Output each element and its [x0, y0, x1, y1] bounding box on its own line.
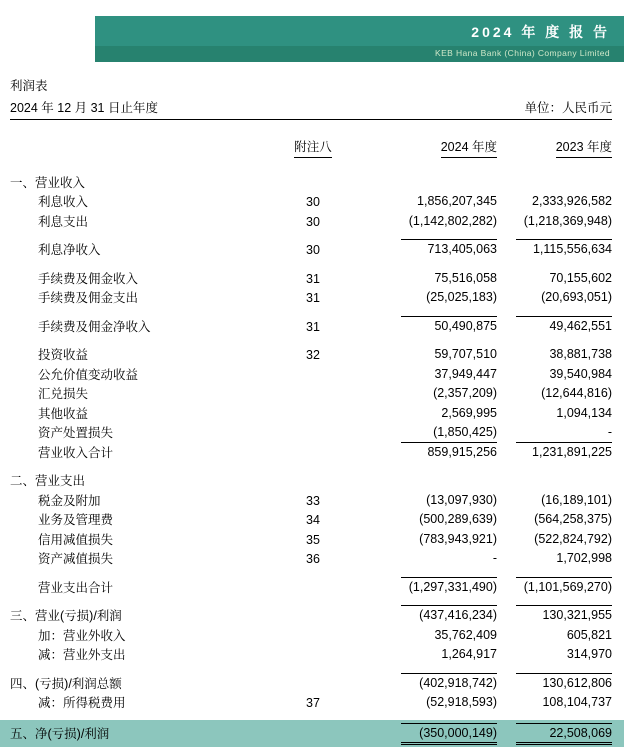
table-row	[10, 422, 612, 442]
row-value-2024: 713,405,063	[347, 239, 497, 258]
row-value-2024: 1,264,917	[441, 647, 497, 661]
row-note: 30	[306, 214, 320, 229]
row-value-2023: -	[607, 425, 612, 439]
table-row	[10, 672, 612, 692]
row-label: 营业支出合计	[38, 580, 114, 595]
row-label: 利息净收入	[38, 243, 101, 257]
table-row	[10, 191, 612, 211]
row-value-2024: (1,297,331,490)	[347, 577, 497, 596]
period-row	[10, 98, 612, 120]
row-label: 减：营业外支出	[38, 648, 126, 662]
row-label: 其他收益	[38, 406, 89, 421]
row-label: 手续费及佣金净收入	[38, 319, 151, 334]
row-label: 公允价值变动收益	[38, 367, 139, 382]
row-value-2024: 2,569,995	[441, 405, 497, 420]
row-value-2023: 605,821	[566, 627, 612, 642]
row-label: 减：所得税费用	[38, 696, 126, 710]
row-value-2024: (437,416,234)	[347, 605, 497, 624]
row-value-2024: (1,850,425)	[433, 425, 497, 439]
row-value-2023: 39,540,984	[549, 366, 612, 381]
row-label: 利息支出	[38, 214, 89, 229]
row-value-2024: (350,000,149)	[347, 723, 497, 745]
row-label: 资产处置损失	[38, 426, 114, 440]
row-value-2024: 50,490,875	[347, 316, 497, 335]
row-value-2024: 859,915,256	[347, 442, 497, 461]
row-label: 利息收入	[38, 195, 89, 209]
row-label: 手续费及佣金支出	[38, 291, 139, 305]
row-note: 36	[306, 552, 320, 566]
row-label: 汇兑损失	[38, 387, 89, 401]
column-headers	[10, 137, 612, 158]
row-note: 33	[306, 493, 320, 508]
table-row	[10, 287, 612, 307]
row-label: 资产减值损失	[38, 552, 114, 566]
row-value-2024: (13,097,930)	[426, 492, 497, 507]
table-row	[10, 624, 612, 644]
row-label: 五、净(亏损)/利润	[10, 726, 110, 741]
header-note: 附注八	[294, 137, 332, 158]
row-value-2023: (1,101,569,270)	[497, 577, 612, 596]
row-value-2023: (16,189,101)	[541, 492, 612, 507]
table-row	[10, 210, 612, 230]
row-value-2024: 37,949,447	[434, 366, 497, 381]
row-label: 手续费及佣金收入	[38, 271, 139, 286]
row-value-2024: (52,918,593)	[426, 695, 497, 709]
row-value-2024: 75,516,058	[434, 270, 497, 285]
row-label: 二、营业支出	[10, 474, 86, 488]
table-row	[10, 267, 612, 287]
table-row	[10, 605, 612, 625]
row-value-2023: 1,231,891,225	[497, 442, 612, 461]
row-value-2023: 49,462,551	[497, 316, 612, 335]
row-value-2023: 1,094,134	[556, 405, 612, 420]
header-year-2023: 2023 年度	[556, 137, 612, 158]
row-value-2024: (25,025,183)	[426, 290, 497, 304]
row-value-2024: (500,289,639)	[419, 512, 497, 526]
table-row	[10, 441, 612, 461]
row-value-2024: 1,856,207,345	[417, 194, 497, 208]
table-row	[10, 489, 612, 509]
table-row	[10, 402, 612, 422]
row-label: 税金及附加	[38, 493, 101, 508]
report-banner	[95, 16, 624, 62]
table-row	[0, 720, 624, 747]
period-label: 2024 年 12 月 31 日止年度	[10, 101, 158, 115]
row-note: 30	[306, 243, 320, 257]
statement-rows	[10, 171, 612, 747]
row-label: 业务及管理费	[38, 513, 114, 527]
row-label: 投资收益	[38, 348, 89, 362]
row-value-2023: 22,508,069	[497, 723, 612, 745]
row-value-2023: 130,321,955	[497, 605, 612, 624]
row-note: 32	[306, 348, 320, 362]
row-label: 加：营业外收入	[38, 628, 126, 643]
table-row	[10, 692, 612, 712]
income-statement	[10, 76, 612, 747]
table-row	[10, 171, 612, 191]
report-year-title: 2024 年 度 报 告	[95, 16, 624, 46]
table-row	[10, 363, 612, 383]
bank-name: KEB Hana Bank (China) Company Limited	[95, 46, 624, 62]
row-value-2024: (783,943,921)	[419, 531, 497, 546]
table-row	[10, 470, 612, 490]
row-value-2023: 1,115,556,634	[497, 239, 612, 258]
row-value-2023: 130,612,806	[497, 673, 612, 692]
row-value-2023: 1,702,998	[556, 551, 612, 565]
row-value-2023: 70,155,602	[549, 270, 612, 285]
row-value-2023: 314,970	[566, 647, 612, 661]
row-value-2024: 35,762,409	[434, 627, 497, 642]
row-label: 四、(亏损)/利润总额	[10, 676, 122, 691]
table-row	[10, 644, 612, 664]
row-value-2024: -	[492, 551, 497, 565]
row-value-2023: 38,881,738	[549, 347, 612, 361]
row-note: 31	[306, 319, 320, 334]
row-value-2024: (2,357,209)	[433, 386, 497, 400]
header-spacer	[10, 137, 279, 158]
row-note: 30	[306, 195, 320, 209]
row-value-2023: (12,644,816)	[541, 386, 612, 400]
row-label: 三、营业(亏损)/利润	[10, 609, 122, 623]
row-label: 营业收入合计	[38, 445, 114, 460]
row-value-2024: (402,918,742)	[347, 673, 497, 692]
table-row	[10, 509, 612, 529]
currency-unit-label: 单位：人民币元	[524, 101, 612, 115]
row-value-2023: (1,218,369,948)	[523, 213, 612, 228]
row-value-2024: 59,707,510	[434, 347, 497, 361]
table-row	[10, 528, 612, 548]
row-value-2023: 108,104,737	[542, 695, 612, 709]
row-note: 37	[306, 696, 320, 710]
table-row	[10, 383, 612, 403]
row-note: 34	[306, 513, 320, 527]
header-year-2024: 2024 年度	[441, 137, 497, 158]
page-title: 利润表	[10, 79, 48, 93]
row-value-2023: (20,693,051)	[541, 290, 612, 304]
row-note: 35	[306, 532, 320, 547]
row-value-2024: (1,142,802,282)	[408, 213, 497, 228]
row-value-2023: (522,824,792)	[534, 531, 612, 546]
row-label: 一、营业收入	[10, 175, 86, 190]
row-value-2023: 2,333,926,582	[532, 194, 612, 208]
row-value-2023: (564,258,375)	[534, 512, 612, 526]
row-note: 31	[306, 291, 320, 305]
table-row	[10, 239, 612, 259]
table-row	[10, 576, 612, 596]
row-note: 31	[306, 271, 320, 286]
table-row	[10, 344, 612, 364]
table-row	[10, 315, 612, 335]
row-label: 信用减值损失	[38, 532, 114, 547]
table-row	[10, 548, 612, 568]
